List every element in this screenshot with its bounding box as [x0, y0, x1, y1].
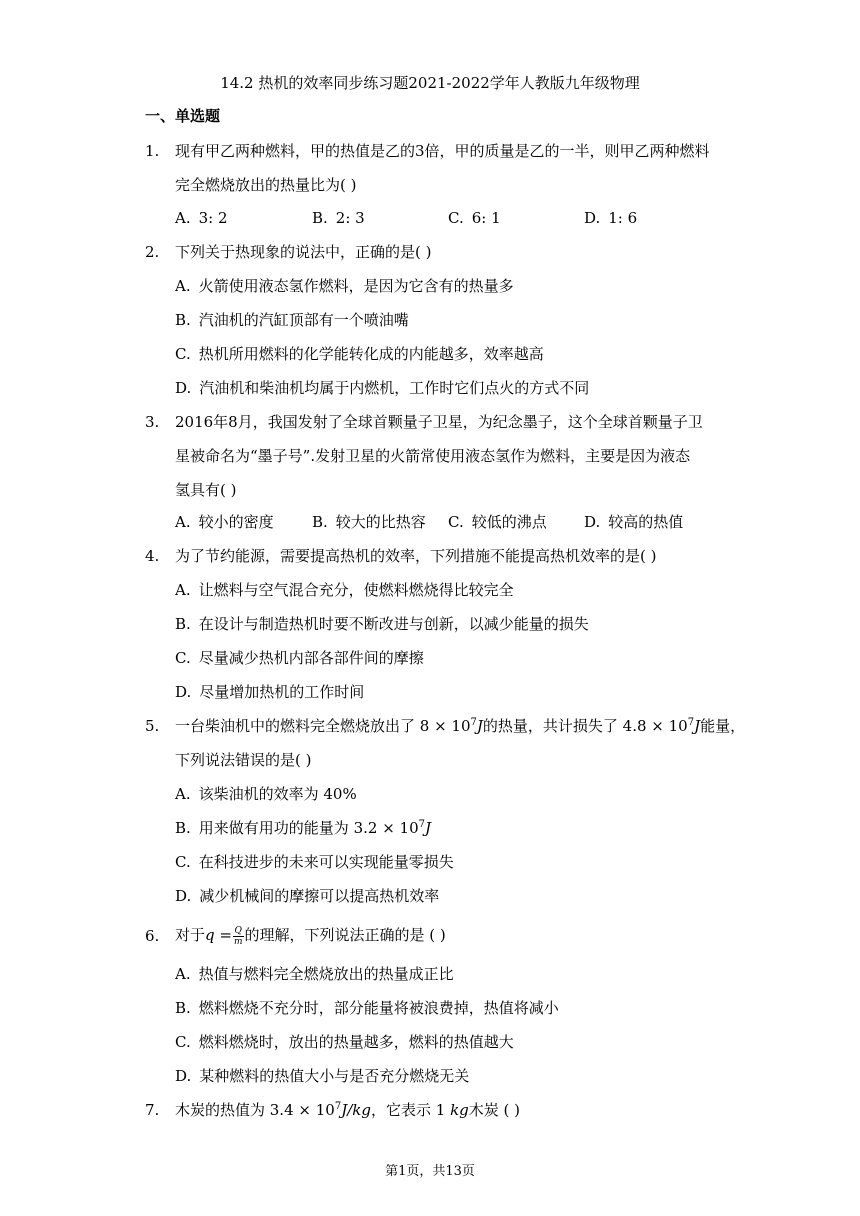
- option-b: B. 燃料燃烧不充分时，部分能量将被浪费掉，热值将减小: [175, 999, 559, 1017]
- question-number: 2.: [145, 243, 160, 261]
- option-c: C. 燃料燃烧时，放出的热量越多，燃料的热值越大: [175, 1033, 514, 1051]
- option-c: C. 尽量减少热机内部各部件间的摩擦: [175, 649, 424, 667]
- option-b: B. 2: 3: [312, 209, 365, 227]
- question-text: 木炭的热值为 $3.4 \times 10^7J/kg$，它表示 1 kg木炭 ( ): [175, 1101, 521, 1119]
- question-text: 下列关于热现象的说法中，正确的是( ): [175, 243, 432, 261]
- option-d: D. 减少机械间的摩擦可以提高热机效率: [175, 887, 440, 905]
- question-text: 完全燃烧放出的热量比为( ): [175, 176, 357, 194]
- page-footer: 第1页，共13页: [385, 1164, 475, 1179]
- option-b: B. 汽油机的汽缸顶部有一个喷油嘴: [175, 311, 409, 329]
- question-number: 1.: [145, 142, 160, 160]
- question-number: 6.: [145, 927, 160, 945]
- option-c: C. 较低的沸点: [448, 513, 547, 531]
- option-d: D. 较高的热值: [584, 513, 684, 531]
- question-text: 一台柴油机中的燃料完全燃烧放出了 $8 \times 10^7J$的热量，共计损失了 $4.8 \times 10^7J$能量，: [175, 717, 746, 735]
- question-text: 为了节约能源，需要提高热机的效率，下列措施不能提高热机效率的是( ): [175, 547, 657, 565]
- fraction: $\frac{Q}{m}$: [233, 925, 243, 947]
- formula: q =: [205, 926, 232, 944]
- question-text: 现有甲乙两种燃料，甲的热值是乙的3倍，甲的质量是乙的一半，则甲乙两种燃料: [175, 142, 710, 160]
- document-title: 14.2 热机的效率同步练习题2021-2022学年人教版九年级物理: [220, 74, 640, 92]
- option-c: C. 在科技进步的未来可以实现能量零损失: [175, 853, 454, 871]
- question-number: 3.: [145, 413, 160, 431]
- option-b: B. 较大的比热容: [312, 513, 426, 531]
- question-text: 2016年8月，我国发射了全球首颗量子卫星，为纪念墨子，这个全球首颗量子卫: [175, 413, 703, 431]
- option-c: C. 热机所用燃料的化学能转化成的内能越多，效率越高: [175, 345, 544, 363]
- option-a: A. 让燃料与空气混合充分，使燃料燃烧得比较完全: [175, 581, 514, 599]
- option-d: D. 某种燃料的热值大小与是否充分燃烧无关: [175, 1067, 470, 1085]
- question-text: 氢具有( ): [175, 481, 237, 499]
- question-text: 下列说法错误的是( ): [175, 751, 312, 769]
- option-b: B. 在设计与制造热机时要不断改进与创新，以减少能量的损失: [175, 615, 589, 633]
- option-d: D. 尽量增加热机的工作时间: [175, 683, 365, 701]
- question-number: 5.: [145, 717, 160, 735]
- question-text: 对于q = $\frac{Q}{m}$ 的理解，下列说法正确的是 ( ): [175, 925, 446, 947]
- option-a: A. 火箭使用液态氢作燃料，是因为它含有的热量多: [175, 277, 514, 295]
- section-heading: 一、单选题: [145, 107, 221, 125]
- option-d: D. 1: 6: [584, 209, 638, 227]
- option-a: A. 热值与燃料完全燃烧放出的热量成正比: [175, 965, 454, 983]
- option-a: A. 较小的密度: [175, 513, 274, 531]
- question-number: 4.: [145, 547, 160, 565]
- option-d: D. 汽油机和柴油机均属于内燃机，工作时它们点火的方式不同: [175, 379, 590, 397]
- question-text: 星被命名为“墨子号”.发射卫星的火箭常使用液态氢作为燃料，主要是因为液态: [175, 447, 691, 465]
- question-number: 7.: [145, 1101, 160, 1119]
- option-a: A. 3: 2: [175, 209, 228, 227]
- option-b: B. 用来做有用功的能量为 $3.2 \times 10^7J$: [175, 819, 432, 837]
- option-a: A. 该柴油机的效率为 40%: [175, 785, 357, 803]
- option-c: C. 6: 1: [448, 209, 501, 227]
